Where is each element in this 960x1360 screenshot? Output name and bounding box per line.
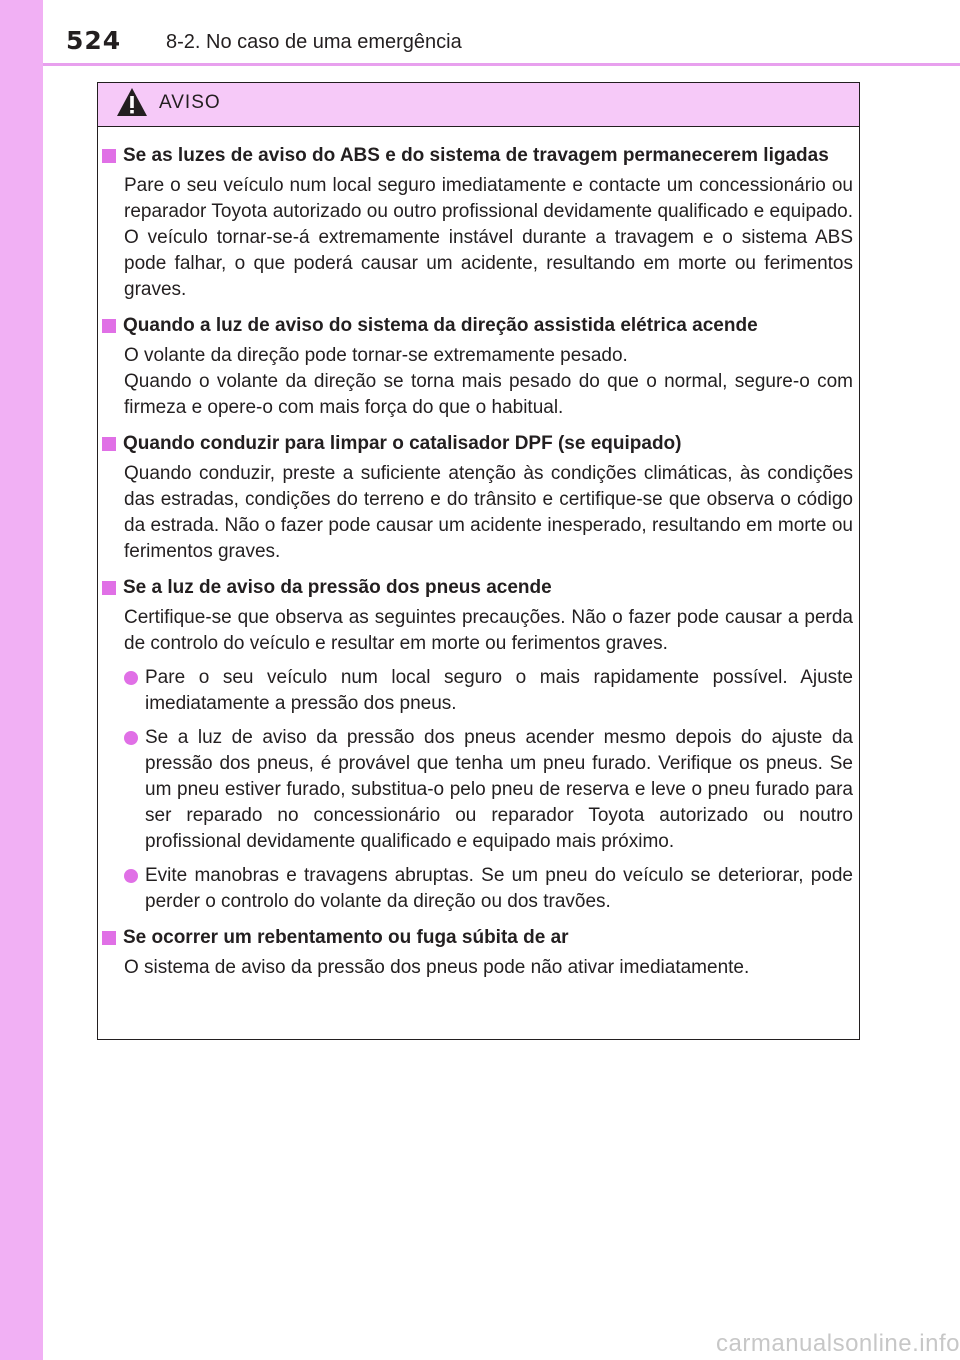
warning-body [98, 127, 859, 981]
square-bullet-icon [102, 319, 116, 333]
item-heading: Quando a luz de aviso do sistema da direção assistida elétrica acende [123, 315, 758, 336]
page-number: 524 [66, 26, 122, 55]
warning-item-dpf [101, 431, 853, 565]
circle-bullet-icon [124, 731, 138, 745]
warning-item-tire-pressure [101, 575, 853, 915]
item-paragraph: O sistema de aviso da pressão dos pneus pode não ativar imediatamente. [124, 957, 750, 978]
square-bullet-icon [102, 149, 116, 163]
warning-item-steering [101, 313, 853, 421]
list-item: Evite manobras e travagens abruptas. Se um pneu do veículo se deteriorar, pode perder o controlo do volante da direção ou dos travões. [124, 863, 853, 915]
section-title: 8-2. No caso de uma emergência [166, 31, 462, 53]
list-item: Se a luz de aviso da pressão dos pneus acender mesmo depois do ajuste da pressão dos pneus, é provável que tenha um pneu furado. Verifique os pneus. Se um pneu estiver furado, substitua-o pelo pneu de reserva e leve o pneu furado para ser reparado no concessionário ou reparador Toyota autorizado ou noutro profissional devidamente qualificado e equipado mais próximo. [124, 725, 853, 855]
item-paragraph: Pare o seu veículo num local seguro imediatamente e contacte um concessionário ou reparador Toyota autorizado ou outro profissional devidamente qualificado e equipado. O veículo tornar-se-á extremamente instável durante a travagem e o sistema ABS pode falhar, o que poderá causar um acidente, resultando em morte ou ferimentos graves. [124, 175, 853, 300]
square-bullet-icon [102, 931, 116, 945]
item-heading: Se a luz de aviso da pressão dos pneus acende [123, 577, 552, 598]
item-paragraph: O volante da direção pode tornar-se extremamente pesado. [124, 345, 628, 366]
warning-label: AVISO [159, 92, 221, 113]
warning-item-abs [101, 143, 853, 303]
square-bullet-icon [102, 581, 116, 595]
warning-item-blowout [101, 925, 853, 981]
item-paragraph: Certifique-se que observa as seguintes precauções. Não o fazer pode causar a perda de controlo do veículo e resultar em morte ou ferimentos graves. [124, 607, 853, 654]
circle-bullet-icon [124, 671, 138, 685]
warning-triangle-icon [116, 87, 148, 117]
item-paragraph: Quando o volante da direção se torna mais pesado do que o normal, segure-o com firmeza e opere-o com mais força do que o habitual. [124, 371, 853, 418]
circle-bullet-icon [124, 869, 138, 883]
item-heading: Se ocorrer um rebentamento ou fuga súbita de ar [123, 927, 569, 948]
item-heading: Se as luzes de aviso do ABS e do sistema de travagem permanecerem ligadas [123, 145, 829, 166]
item-paragraph: Quando conduzir, preste a suficiente atenção às condições climáticas, às condições das estradas, condições do terreno e do trânsito e certifique-se que observa o código da estrada. Não o fazer pode causar um acidente inesperado, resultando em morte ou ferimentos graves. [124, 463, 853, 562]
watermark: carmanualsonline.info [716, 1330, 960, 1357]
side-tab-bar [0, 0, 43, 1360]
item-heading: Quando conduzir para limpar o catalisador DPF (se equipado) [123, 433, 682, 454]
warning-box [97, 82, 860, 1040]
list-item: Pare o seu veículo num local seguro o mais rapidamente possível. Ajuste imediatamente a pressão dos pneus. [124, 665, 853, 717]
header-rule [43, 63, 960, 66]
square-bullet-icon [102, 437, 116, 451]
warning-header [98, 83, 859, 127]
